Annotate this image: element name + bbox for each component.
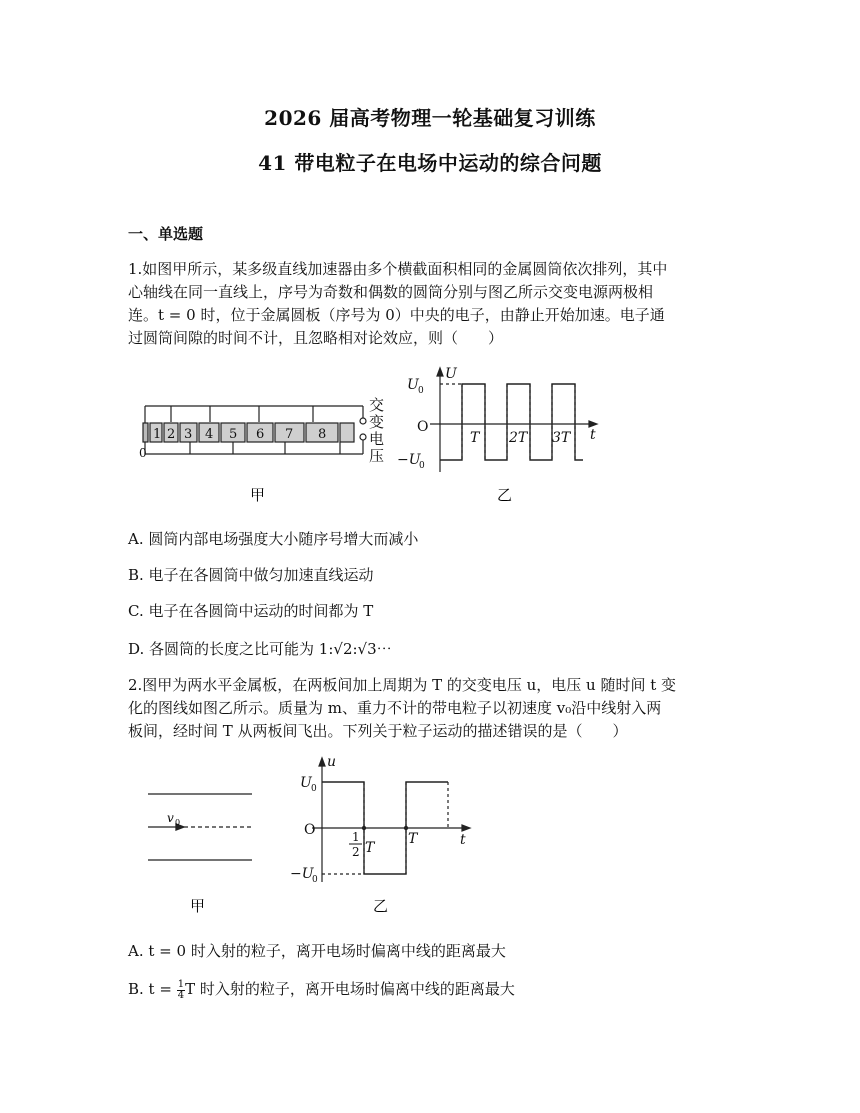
svg-text:t: t <box>590 427 596 443</box>
figure-label-yi: 乙 <box>497 486 513 504</box>
figure-label-yi: 乙 <box>373 897 389 915</box>
page-subtitle: 41 带电粒子在电场中运动的综合问题 <box>258 151 602 175</box>
q2-line-2: 化的图线如图乙所示。质量为 m、重力不计的带电粒子以初速度 v₀沿中线射入两 <box>128 699 662 717</box>
tube-number: 4 <box>205 427 214 442</box>
svg-text:T: T <box>470 430 480 446</box>
q1-line-3: 连。t = 0 时，位于金属圆板（序号为 0）中央的电子，由静止开始加速。电子通 <box>128 306 665 324</box>
half-period-dot <box>362 826 366 830</box>
q2-option-b-text: T 时入射的粒子，离开电场时偏离中线的距离最大 <box>185 980 515 998</box>
svg-text:U: U <box>300 775 312 791</box>
voltage-graph <box>312 758 470 882</box>
parallel-plates-diagram <box>148 794 252 860</box>
accelerator-diagram <box>143 406 366 454</box>
q1-line-2: 心轴线在同一直线上，序号为奇数和偶数的圆筒分别与图乙所示交变电源两极相 <box>128 283 654 301</box>
q2-figure <box>140 752 480 922</box>
page-title: 2026 届高考物理一轮基础复习训练 <box>264 106 596 130</box>
q1-option-d: D. 各圆筒的长度之比可能为 1:√2:√3⋯ <box>128 640 392 658</box>
svg-text:O: O <box>417 419 429 435</box>
svg-text:U: U <box>407 377 419 393</box>
q2-line-1: 2.图甲为两水平金属板，在两板间加上周期为 T 的交变电压 u，电压 u 随时间 t 变 <box>128 676 677 694</box>
svg-text:u: u <box>327 754 337 770</box>
wave-labels <box>397 366 596 471</box>
tube-number: 2 <box>167 427 176 442</box>
svg-text:0: 0 <box>419 461 425 471</box>
q1-option-b: B. 电子在各圆筒中做匀加速直线运动 <box>128 566 374 584</box>
question-2-stem <box>128 674 738 743</box>
tube-number: 7 <box>285 427 294 442</box>
svg-text:2: 2 <box>352 845 360 859</box>
source-label <box>369 396 384 465</box>
tube-number: 5 <box>229 427 238 442</box>
svg-text:3T: 3T <box>552 430 571 446</box>
svg-text:变: 变 <box>369 413 385 431</box>
q1-line-4: 过圆筒间隙的时间不计，且忽略相对论效应，则（ ） <box>128 329 504 347</box>
figure-label-jia: 甲 <box>190 897 206 915</box>
svg-text:−U: −U <box>397 452 421 468</box>
plate-label: 0 <box>139 446 147 460</box>
period-dot <box>404 826 408 830</box>
question-1-stem <box>128 258 738 350</box>
svg-text:电: 电 <box>369 430 385 448</box>
square-wave-graph <box>430 368 597 472</box>
tube-number: 8 <box>318 427 327 442</box>
q1-option-a: A. 圆筒内部电场强度大小随序号增大而减小 <box>128 530 419 548</box>
quarter-fraction: $\frac{1}{4}$ <box>177 978 185 1001</box>
v0-label: v <box>167 811 174 825</box>
svg-text:−U: −U <box>290 866 314 882</box>
q2-option-a: A. t = 0 时入射的粒子，离开电场时偏离中线的距离最大 <box>128 942 506 960</box>
v0-sub: 0 <box>175 818 181 827</box>
svg-text:压: 压 <box>369 447 385 465</box>
svg-text:O: O <box>304 822 316 838</box>
section-heading: 一、单选题 <box>128 225 204 243</box>
q1-option-c: C. 电子在各圆筒中运动的时间都为 T <box>128 602 374 620</box>
q1-figure <box>135 364 605 509</box>
svg-text:交: 交 <box>369 396 385 414</box>
svg-text:0: 0 <box>418 386 424 396</box>
figure-label-jia: 甲 <box>250 486 266 504</box>
q2-option-b-prefix: B. t = <box>128 980 172 998</box>
q2-option-b <box>128 978 515 1001</box>
svg-text:2T: 2T <box>509 430 528 446</box>
tube-number: 3 <box>184 427 193 442</box>
svg-text:0: 0 <box>312 875 318 885</box>
svg-text:t: t <box>460 832 466 848</box>
svg-text:U: U <box>445 366 457 382</box>
tube-number: 6 <box>256 427 265 442</box>
svg-text:T: T <box>408 831 418 847</box>
q1-line-1: 1.如图甲所示，某多级直线加速器由多个横截面积相同的金属圆筒依次排列，其中 <box>128 260 668 278</box>
voltage-labels <box>290 754 466 885</box>
tube-number: 1 <box>153 427 162 442</box>
svg-text:1: 1 <box>352 830 360 844</box>
svg-text:0: 0 <box>311 784 317 794</box>
svg-text:T: T <box>365 840 375 856</box>
q2-line-3: 板间，经时间 T 从两板间飞出。下列关于粒子运动的描述错误的是（ ） <box>128 722 628 740</box>
